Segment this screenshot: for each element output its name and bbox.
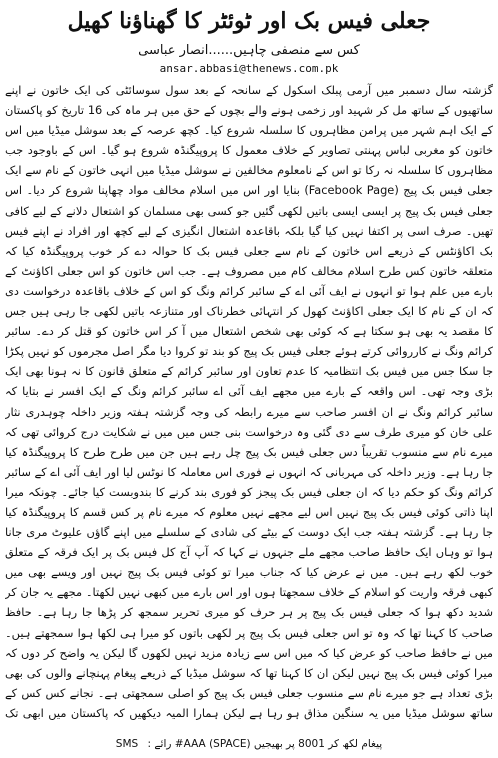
article-paragraph: گزشتہ سال دسمبر میں آرمی پبلک اسکول کے سانحہ کے بعد سول سوسائٹی کی ایک خاتون نے اپنے ساتھیوں کے ساتھ مل کر شہید اور زخمی ہونے والے بچوں کے حق میں ہر ماہ کی 16 تاریخ کو پاکستان کے ایک اہم شہر میں پرامن مظاہروں کا سلسلہ شروع کیا۔ کچھ عرصہ کے بعد سوشل میڈیا میں اس خاتون کو مغربی لباس پہنتی تصاویر کے خلاف معمول کا پروپیگنڈہ شروع ہو گیا۔ اس کے باوجود جب مظاہروں کا سلسلہ نہ رکا تو اس کے نامعلوم مخالفین نے سوشل میڈیا میں انہی خاتون کے نام سے ایک جعلی فیس بک پیج (Facebook Page) بنایا اور اس میں اسلام مخالف مواد چھاپنا شروع کر دیا۔ اس جعلی فیس بک پیج پر ایسی ایسی باتیں لکھی گئیں جو کسی بھی مسلمان کو اشتعال دلانے کے لیے کافی تھیں۔ صرف اسی پر اکتفا نہیں کیا گیا بلکہ باقاعدہ اشتعال انگیزی کے لیے کچھ اور افراد نے اپنے فیس بک اکاؤنٹس کے ذریعے اس خاتون کے نام سے جعلی فیس بک کا حوالہ دے کر خوب پروپیگنڈہ کیا کہ متعلقہ خاتون کس طرح اسلام مخالف کام میں مصروف ہے۔ جب اس خاتون کو اس جعلی اکاؤنٹ کے بارے میں علم ہوا تو انہوں نے ایف آئی اے کے سائبر کرائم ونگ کو اس کے خلاف باقاعدہ درخواست دی کہ ان کے نام کا ایک جعلی اکاؤنٹ کھول کر انتہائی خطرناک اور متنازعہ باتیں لکھی جا رہی ہیں جس کا مقصد یہ بھی ہو سکتا ہے کہ کوئی بھی شخص اشتعال میں آ کر اس خاتون کو قتل کر دے۔ سائبر کرائم ونگ نے کارروائی کرتے ہوئے جعلی فیس بک پیج کو بند تو کروا دیا مگر اصل مجرموں کو نہیں پکڑا جا سکا جس میں فیس بک انتظامیہ کا عدم تعاون اور سائبر کرائم کے متعلق قانون کا نہ ہونا بھی ایک بڑی وجہ تھی۔ اس واقعہ کے بارے میں مجھے ایف آئی اے سائبر کرائم ونگ کے ایک افسر نے بتایا کہ سائبر کرائم ونگ نے ان افسر صاحب سے میرے رابطہ کی وجہ گزشتہ ہفتہ وزیر داخلہ چوہدری نثار علی خان کو میری طرف سے دی گئی وہ درخواست بنی جس میں میں نے شکایت درج کروائی تھی کہ میرے نام سے منسوب تقریباً دس جعلی فیس بک پیج چل رہے ہیں جن میں طرح طرح کا پروپیگنڈہ کیا جا رہا ہے۔ وزیر داخلہ کی مہربانی کہ انہوں نے فوری اس معاملہ کا نوٹس لیا اور ایف آئی اے کے سائبر کرائم ونگ کو حکم دیا کہ ان جعلی فیس بک پیجز کو فوری بند کرنے کا بندوبست کیا جائے۔ چونکہ میرا اپنا ذاتی کوئی فیس بک پیج نہیں اس لیے مجھے نہیں معلوم کہ میرے نام پر کس قسم کا پروپیگنڈہ کیا جا رہا ہے۔ گزشتہ ہفتہ جب ایک دوست کے بیٹے کی شادی کے سلسلے میں اپنے گاؤں علیوٹ مری جانا ہوا تو وہاں ایک حافظ صاحب مجھے ملے جنہوں نے کہا کہ آپ آج کل فیس بک پر ایک فرقہ کے متعلق خوب لکھ رہے ہیں۔ میں نے عرض کیا کہ جناب میرا تو کوئی فیس بک پیج نہیں اور ویسے بھی میں کبھی فرقہ واریت کو اسلام کے خلاف سمجھتا ہوں اور اس بارے میں کبھی نہیں لکھتا۔ مجھے یہ جان کر شدید دکھ ہوا کہ جعلی فیس بک پیج پر ہر حرف کو میری تحریر سمجھ کر پڑھا جا رہا ہے۔ حافظ صاحب کا کہنا تھا کہ وہ تو اس جعلی فیس بک پیج پر لکھی باتوں کو میرا ہی لکھا ہوا سمجھتے ہیں۔ میں نے حافظ صاحب کو عرض کیا کہ میں اس سے زیادہ مزید نہیں لکھوں گا لیکن یہ واضح کر دوں کہ میرا کوئی فیس بک پیج نہیں لیکن ان کا کہنا تھا کہ سوشل میڈیا کے ذریعے پیغام پہنچانے والوں کی بھی بڑی تعداد ہے جو میرے نام سے منسوب جعلی فیس بک پیج کو اصلی سمجھتی ہے۔ نجانے کس کس کے ساتھ سوشل میڈیا میں یہ سنگین مذاق ہو رہا ہے لیکن ہمارا المیہ دیکھیں کہ پاکستان میں ابھی تک	[5, 83, 493, 720]
article-headline: جعلی فیس بک اور ٹوئٹر کا گھناؤنا کھیل	[67, 8, 431, 34]
article-body	[5, 80, 493, 720]
sms-instruction	[0, 736, 498, 752]
article-byline: کس سے منصفی چاہیں......انصار عباسی	[138, 43, 360, 58]
sms-text: : رائے #AAA (SPACE) پیغام لکھ کر 8001 پر بھیجیں	[147, 738, 383, 750]
author-email: ansar.abbasi@thenews.com.pk	[159, 62, 339, 75]
sms-label: SMS	[115, 738, 139, 750]
